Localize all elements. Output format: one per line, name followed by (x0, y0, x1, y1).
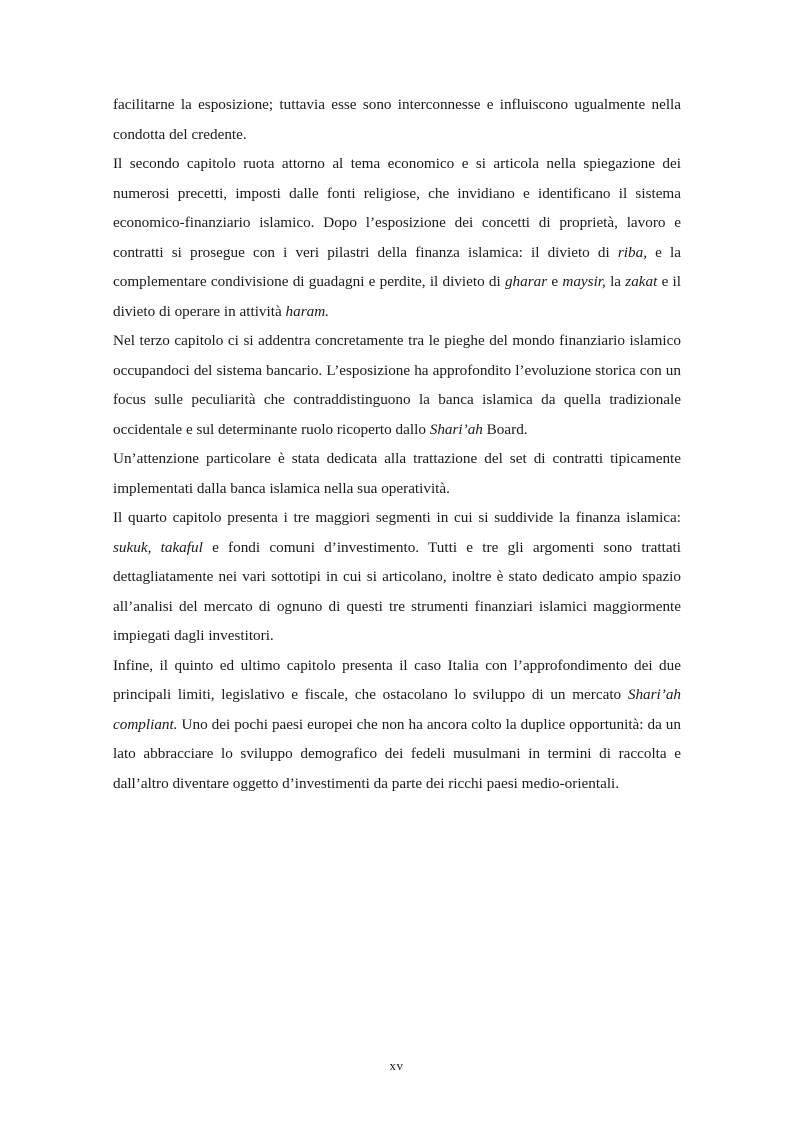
italic-term: maysir, (562, 273, 606, 290)
text-run: la (605, 273, 626, 290)
text-run: Infine, il quinto ed ultimo capitolo presenta il caso Italia con l’approfondimento dei due principali limiti, legislativo e fiscale, che ostacolano lo sviluppo di un mercato (113, 656, 681, 703)
text-run: Board. (482, 420, 528, 438)
italic-term: gharar (504, 273, 548, 290)
italic-term: haram. (285, 302, 329, 320)
italic-term: sukuk, takaful (113, 538, 203, 556)
text-run: Nel terzo capitolo ci si addentra concretamente tra le pieghe del mondo finanziario islamico occupandoci del sistema bancario. L’esposizione ha approfondito l’evoluzione storica con un focus sulle peculiarità che contraddistinguono la banca islamica da quella tradizionale occidentale e sul determinante ruolo ricoperto dallo (113, 332, 681, 438)
text-run: Uno dei pochi paesi europei che non ha ancora colto la duplice opportunità: da un lato abbracciare lo sviluppo demografico dei fedeli musulmani in termini di raccolta e dall’altro diventare oggetto d’investimenti da parte dei ricchi paesi medio-orientali. (113, 715, 681, 792)
body-text (113, 90, 681, 798)
italic-term: Shari’ah (429, 420, 483, 438)
text-run: Il secondo capitolo ruota attorno al tema economico e si articola nella spiegazione dei numerosi precetti, imposti dalle fonti religiose, che invidiano e identificano il sistema economico-finanziario islamico. Dopo l’esposizione dei concetti di proprietà, lavoro e contratti si prosegue con i veri pilastri della finanza islamica: il divieto di (113, 155, 681, 261)
paragraph (113, 326, 681, 444)
paragraph (113, 444, 681, 503)
text-run: e (547, 273, 563, 290)
paragraph (113, 651, 681, 799)
paragraph (113, 503, 681, 651)
italic-term: riba, (617, 243, 647, 261)
italic-term: Shari’ah compliant. (113, 686, 681, 733)
text-run: Il quarto capitolo presenta i tre maggiori segmenti in cui si suddivide la finanza islamica: (113, 509, 681, 526)
text-run: facilitarne la esposizione; tuttavia esse sono interconnesse e influiscono ugualmente nella condotta del credente. (113, 96, 681, 143)
text-run: e la complementare condivisione di guadagni e perdite, il divieto di (113, 243, 681, 290)
italic-term: zakat (625, 273, 658, 290)
paragraph (113, 90, 681, 149)
paragraph (113, 149, 681, 326)
text-run: e il divieto di operare in attività (113, 273, 681, 320)
page-number: xv (389, 1058, 404, 1073)
text-run: e fondi comuni d’investimento. Tutti e tre gli argomenti sono trattati dettagliatamente nei vari sottotipi in cui si articolano, inoltre è stato dedicato ampio spazio all’analisi del mercato di ognuno di questi tre strumenti finanziari islamici maggiormente impiegati dagli investitori. (113, 538, 681, 644)
text-run: Un’attenzione particolare è stata dedicata alla trattazione del set di contratti tipicamente implementati dalla banca islamica nella sua operatività. (113, 450, 681, 497)
